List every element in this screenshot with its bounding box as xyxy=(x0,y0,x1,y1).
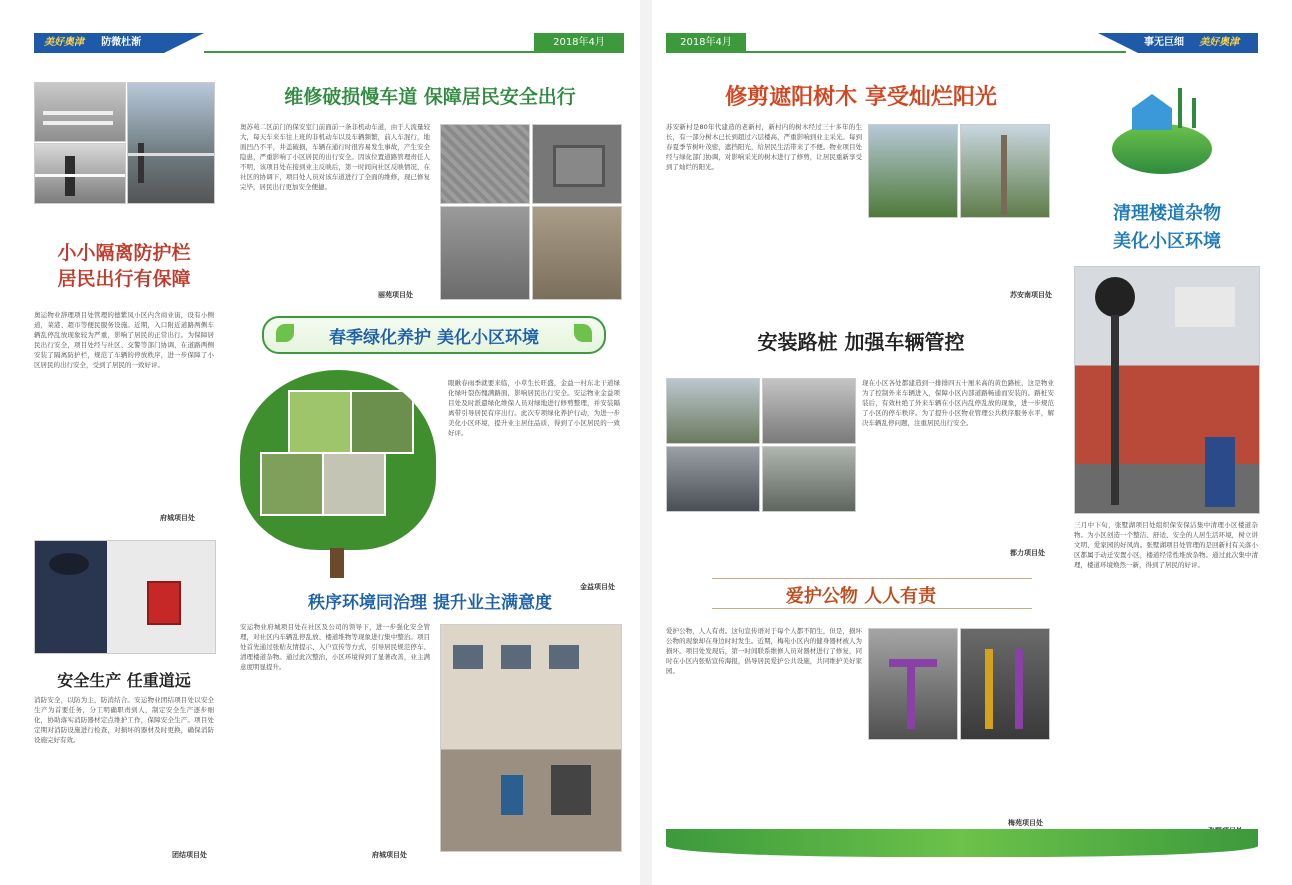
safety-text: 消防安全，以防为主，防消结合。安运物业团结项目处以安全生产为首要任务，分工明确职责到人，制定安全生产逐步细化，协助落实消防器材定点维护工作，保障安全生产。项目处定期对消防设施进行检查，对损坏的器材及时更换，确保消防设施完好有效。 xyxy=(34,696,214,744)
road-photo-1 xyxy=(440,124,530,204)
left-page xyxy=(0,0,640,885)
safety-author: 团结项目处 xyxy=(172,851,207,859)
corridor-title: 清理楼道杂物 美化小区环境 xyxy=(1113,203,1221,252)
road-post-title: 安装路桩 加强车辆管控 xyxy=(757,330,965,354)
left-header xyxy=(34,33,624,53)
tree-photo-1 xyxy=(868,124,958,218)
brand-logo: 美好奥津 xyxy=(44,37,84,48)
issue-date-right: 2018年4月 xyxy=(666,33,746,53)
road-photo-4 xyxy=(532,206,622,300)
road-post-text: 现在小区各处都建造到一排排四五十厘米高的黄色路桩，这是物业为了控制外来车辆进入，保障小区内部道路畅通而安装的。路桩安装后，有效杜绝了外来车辆在小区内乱停乱放的现象，进一步规范了小区的停车秩序。为了提升小区物业管理公共秩序服务水平，解决车辆乱停问题，注重居民出行安全。 xyxy=(862,379,1054,427)
greening-text: 眼瞅春雨季就要来临，小草生长旺盛，金益一村东北干道绿化绿叶裂伤愧满路面，影响居民出行安全。安运物业金益项目处及时派遣绿化维保人员对绿地进行修剪整理，并安装隔离带引导居民有序出行。此次专项绿化养护行动，为进一步美化小区环境，提升业主居住品质，得到了小区居民的一致好评。 xyxy=(448,379,620,437)
post-photo-4 xyxy=(762,446,856,512)
section-name: 防微杜渐 xyxy=(101,37,142,48)
guardrail-title: 小小隔离防护栏 居民出行有保障 xyxy=(57,242,191,290)
greening-author: 金益项目处 xyxy=(580,583,615,591)
section-name-right: 事无巨细 xyxy=(1144,37,1184,48)
guardrail-photo-2 xyxy=(127,82,215,204)
road-photo-3 xyxy=(440,206,530,300)
road-repair-title: 维修破损慢车道 保障居民安全出行 xyxy=(284,86,576,108)
road-post-author: 都力项目处 xyxy=(1010,549,1045,557)
order-env-photo xyxy=(440,624,622,852)
tree-pruning-text-2 xyxy=(868,222,1054,288)
fitness-photo-1 xyxy=(868,628,958,740)
fitness-photo-2 xyxy=(960,628,1050,740)
post-photo-2 xyxy=(762,378,856,444)
road-repair-author: 丽苑项目处 xyxy=(378,291,413,299)
order-env-text: 安运物业府城项目处在社区及公司的领导下，进一步强化安全管理，对社区内车辆乱停乱放、楼道堆物等现象进行集中整治。项目处首先通过张贴友情提示、入户宣传等方式，引导居民规范停车、清理楼道杂物。通过此次整治，小区环境得到了显著改善，业主满意度明显提升。 xyxy=(240,623,430,671)
greening-tree-collage xyxy=(240,370,436,550)
right-header xyxy=(666,33,1258,53)
issue-date: 2018年4月 xyxy=(534,33,624,53)
footer-wave xyxy=(666,829,1258,857)
public-property-text-2 xyxy=(868,744,1054,814)
tree-pruning-text: 苏安新村是80年代建造的老新村，新村内的树木经过三十多年的生长，有一部分树木已长到超过六层楼高，严重影响到业主采光。每到春夏季节树叶茂密，遮挡阳光，给居民生活带来了不便。物业项目处经与绿化部门协调，对影响采光的树木进行了修剪，让居民重新享受到了灿烂的阳光。 xyxy=(666,123,862,171)
brand-logo-right: 美好奥津 xyxy=(1199,37,1240,48)
order-env-title: 秩序环境同治理 提升业主满意度 xyxy=(308,593,552,613)
public-property-title: 爱护公物 人人有责 xyxy=(785,586,937,607)
greening-title: 春季绿化养护 美化小区环境 xyxy=(329,328,539,348)
right-page xyxy=(652,0,1292,885)
safety-photo xyxy=(34,540,216,654)
corridor-photo xyxy=(1074,266,1260,514)
tree-trunk-icon xyxy=(330,548,344,578)
guardrail-photo-1 xyxy=(34,82,126,142)
post-photo-1 xyxy=(666,378,760,444)
road-photo-2 xyxy=(532,124,622,204)
road-repair-text: 奥苏苑二区前门的保安室门前面前一条非机动车道，由于人流量较大，每天车来车往上班的非机动车以及车辆频繁，前人车混行，地面凹凸不平，井盖破损，车辆在通行时很容易发生事故，产生安全隐患，严重影响了小区居民的出行安全。因该位置道路管理责任人不明，该项目处在接到业主反映后，第一时间向社区反映情况，在社区的协调下，项目处人员对该车道进行了全面的维修，现已修复完毕，居民出行更加安全便捷。 xyxy=(240,123,430,191)
page-gutter xyxy=(640,0,652,885)
green-home-logo-icon xyxy=(1092,84,1232,184)
guardrail-text: 奥运物业辞理项目处管理的德紫凤小区内含商业街，设有小侧道，菜港、超市等便民服务设施。近期，入口附近道路两侧车辆乱停乱放现象较为严重，影响了居民的正常出行。为保障居民出行安全，项目处经与社区、交警等部门协调，在道路两侧安装了隔离防护栏，规范了车辆的停放秩序，进一步保障了小区居民的出行安全，受到了居民的一致好评。 xyxy=(34,311,214,369)
public-property-text: 爱护公物，人人有责。这句宣传语对于每个人都不陌生，但是，损坏公物的现象却在身边时时发生。近期，梅苑小区内的健身器材被人为损坏。项目处发现后，第一时间联系维修人员对器材进行了修复，同时在小区内张贴宣传海报，倡导居民爱护公共设施，共同维护美好家园。 xyxy=(666,627,862,675)
order-env-author: 府城项目处 xyxy=(372,851,407,859)
tree-pruning-title: 修剪遮阳树木 享受灿烂阳光 xyxy=(725,84,997,110)
guardrail-photo-3 xyxy=(34,143,126,204)
post-photo-3 xyxy=(666,446,760,512)
public-property-author: 梅苑项目处 xyxy=(1008,819,1043,827)
tree-photo-2 xyxy=(960,124,1050,218)
guardrail-author: 府城项目处 xyxy=(160,514,195,522)
tree-pruning-author: 苏安南项目处 xyxy=(1010,291,1052,299)
safety-title: 安全生产 任重道远 xyxy=(57,671,191,690)
corridor-text: 三月中下旬，张墅湖项目处组织保安保洁集中清理小区楼道杂物。为小区创造一个整洁、舒适、安全的人居生活环境，树立讲文明、爱家园的好风尚。张墅湖项目处管理的是回新村有关落小区都属于动迁安置小区，楼道经常性堆放杂物。通过此次集中清理，楼道环境焕然一新，得到了居民的好评。 xyxy=(1074,521,1258,569)
